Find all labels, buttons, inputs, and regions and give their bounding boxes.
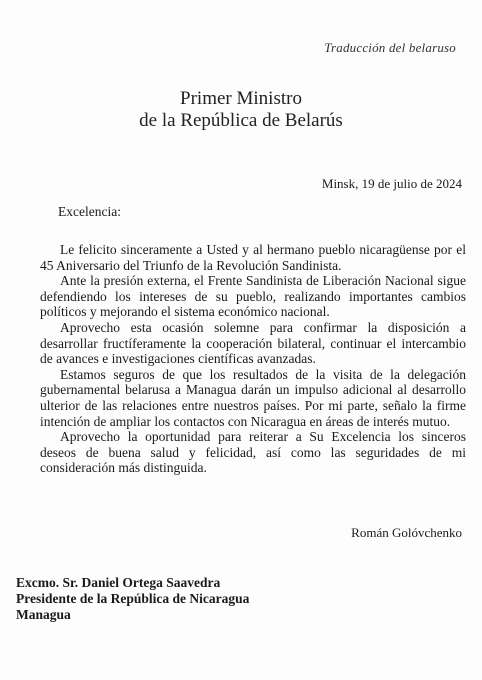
body-paragraph-2: Ante la presión externa, el Frente Sandinista de Liberación Nacional sigue defendiendo los intereses de su pueblo, realizando importantes cambios políticos y mejorando el sistema económico nacional. <box>40 273 466 320</box>
translation-note: Traducción del belaruso <box>324 43 456 53</box>
body-paragraph-5: Aprovecho la oportunidad para reiterar a Su Excelencia los sinceros deseos de buena salud y felicidad, así como las seguridades de mi consideración más distinguida. <box>40 429 466 476</box>
letter-body <box>40 242 466 476</box>
addressee-name: Excmo. Sr. Daniel Ortega Saavedra <box>16 575 221 590</box>
letter-date: Minsk, 19 de julio de 2024 <box>321 176 462 191</box>
body-paragraph-4: Estamos seguros de que los resultados de la visita de la delegación gubernamental belarusa a Managua darán un impulso adicional al desarrollo ulterior de las relaciones entre nuestros países. Por mi parte, señalo la firme intención de ampliar los contactos con Nicaragua en áreas de interés mutuo. <box>40 366 466 429</box>
addressee-position: Presidente de la República de Nicaragua <box>16 591 250 606</box>
signature-name: Román Golóvchenko <box>351 525 462 540</box>
sender-title-line-1: Primer Ministro <box>180 88 302 109</box>
addressee-city: Managua <box>16 607 71 622</box>
body-paragraph-1: Le felicito sinceramente a Usted y al hermano pueblo nicaragüense por el 45 Aniversario del Triunfo de la Revolución Sandinista. <box>40 242 466 273</box>
addressee-block <box>16 575 249 623</box>
body-paragraph-3: Aprovecho esta ocasión solemne para confirmar la disposición a desarrollar fructíferamente la cooperación bilateral, continuar el intercambio de avances e investigaciones científicas avanzadas. <box>40 319 466 367</box>
sender-title-line-2: de la República de Belarús <box>139 110 343 131</box>
salutation: Excelencia: <box>58 204 121 219</box>
